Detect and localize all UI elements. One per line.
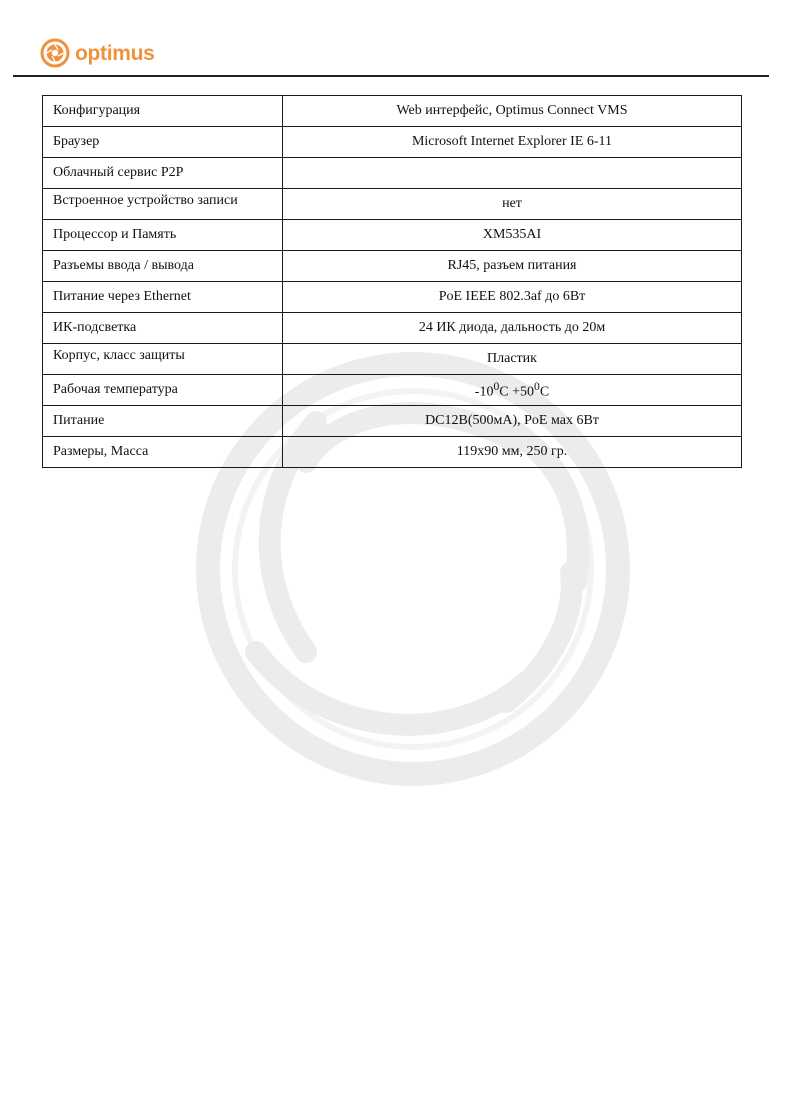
spec-row xyxy=(43,282,742,313)
temp-min: -10 xyxy=(474,384,494,400)
spec-label: Питание через Ethernet xyxy=(43,282,283,313)
spec-value: XM535AI xyxy=(283,220,742,251)
brand-name: optimus xyxy=(75,41,155,65)
spec-label: Встроенное устройство записи xyxy=(43,189,283,220)
spec-row xyxy=(43,344,742,375)
spec-value: PoE IEEE 802.3af до 6Вт xyxy=(283,282,742,313)
spec-label: Питание xyxy=(43,406,283,437)
spec-row xyxy=(43,127,742,158)
spec-label: Корпус, класс защиты xyxy=(43,344,283,375)
spec-value: Microsoft Internet Explorer IE 6-11 xyxy=(283,127,742,158)
header-divider xyxy=(13,75,769,77)
spec-row xyxy=(43,251,742,282)
spec-label: Конфигурация xyxy=(43,96,283,127)
spec-label: Облачный сервис P2P xyxy=(43,158,283,189)
spec-row xyxy=(43,437,742,468)
spec-label: ИК-подсветка xyxy=(43,313,283,344)
aperture-logo-icon xyxy=(40,38,70,68)
spec-row xyxy=(43,220,742,251)
spec-label: Процессор и Память xyxy=(43,220,283,251)
spec-row xyxy=(43,158,742,189)
temp-max: C +50 xyxy=(499,384,535,400)
page-header xyxy=(0,0,788,78)
degree-sup: 0 xyxy=(534,379,540,393)
spec-label: Рабочая температура xyxy=(43,375,283,406)
spec-row xyxy=(43,96,742,127)
degree-sup: 0 xyxy=(493,379,500,393)
spec-value xyxy=(283,375,742,406)
spec-value: 119x90 мм, 250 гр. xyxy=(283,437,742,468)
spec-value: DC12В(500мА), PoE мах 6Вт xyxy=(283,406,742,437)
spec-value: Пластик xyxy=(283,344,742,375)
spec-label: Браузер xyxy=(43,127,283,158)
spec-row xyxy=(43,189,742,220)
spec-label: Размеры, Масса xyxy=(43,437,283,468)
temp-unit: C xyxy=(539,384,550,400)
spec-label: Разъемы ввода / вывода xyxy=(43,251,283,282)
spec-value: 24 ИК диода, дальность до 20м xyxy=(283,313,742,344)
spec-table xyxy=(42,95,742,468)
spec-row xyxy=(43,375,742,406)
spec-value: Web интерфейс, Optimus Connect VMS xyxy=(283,96,742,127)
spec-value xyxy=(283,158,742,189)
brand-logo[interactable] xyxy=(40,38,155,68)
spec-value: нет xyxy=(283,189,742,220)
spec-row xyxy=(43,313,742,344)
spec-row xyxy=(43,406,742,437)
spec-value: RJ45, разъем питания xyxy=(283,251,742,282)
